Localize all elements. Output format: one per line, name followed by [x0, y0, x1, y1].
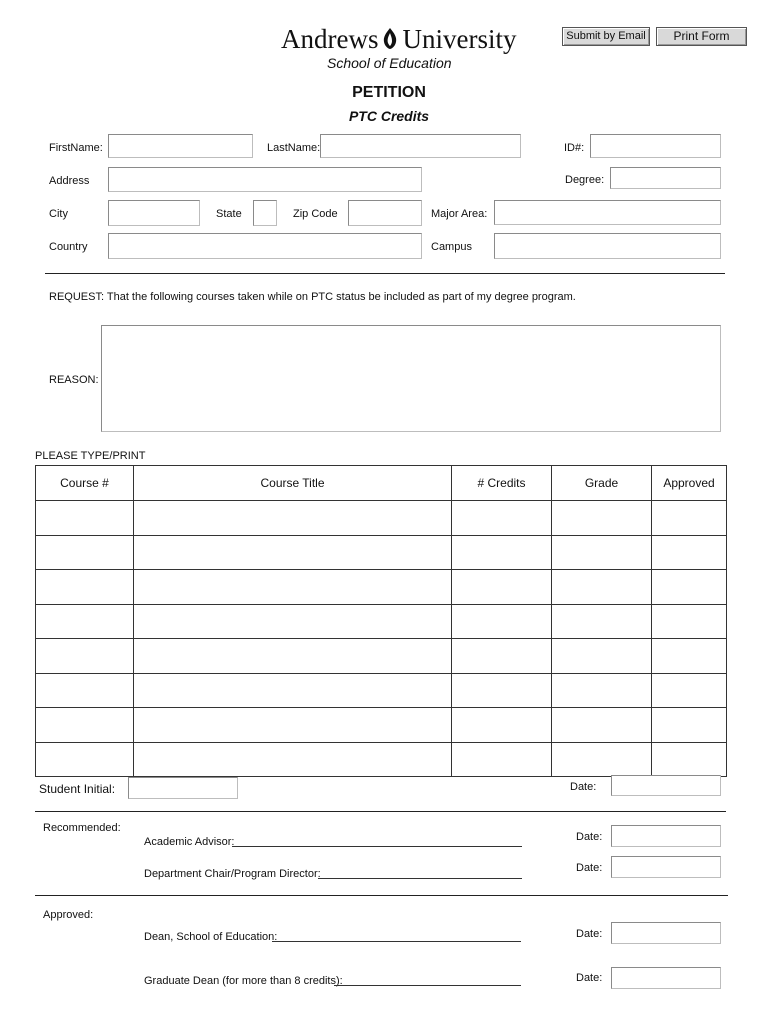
degree-field[interactable] [610, 167, 721, 189]
reason-label: REASON: [49, 374, 99, 386]
grade-cell[interactable] [552, 501, 652, 536]
last-name-field[interactable] [320, 134, 521, 158]
course-title-cell[interactable] [134, 570, 452, 605]
submit-by-email-button[interactable]: Submit by Email [562, 27, 650, 46]
university-logo [281, 24, 516, 57]
course-number-cell[interactable] [36, 535, 134, 570]
course-number-cell[interactable] [36, 708, 134, 743]
table-header-row [36, 466, 727, 501]
graduate-dean-label: Graduate Dean (for more than 8 credits): [144, 975, 343, 987]
column-header-course-number: Course # [36, 466, 134, 501]
course-number-cell[interactable] [36, 604, 134, 639]
divider-recommended [35, 811, 726, 812]
city-label: City [49, 208, 68, 220]
advisor-date-label: Date: [576, 831, 603, 843]
degree-label: Degree: [565, 174, 605, 186]
dean-signature-line [272, 941, 521, 942]
address-field[interactable] [108, 167, 422, 192]
logo-text-andrews: Andrews [281, 24, 379, 54]
approved-cell[interactable] [652, 501, 727, 536]
table-row [36, 639, 727, 674]
grade-cell[interactable] [552, 639, 652, 674]
student-initial-label: Student Initial: [39, 782, 116, 796]
table-row [36, 501, 727, 536]
state-field[interactable] [253, 200, 277, 226]
table-row [36, 673, 727, 708]
print-form-button[interactable]: Print Form [656, 27, 747, 46]
credits-cell[interactable] [452, 742, 552, 777]
column-header-approved: Approved [652, 466, 727, 501]
course-title-cell[interactable] [134, 708, 452, 743]
page-subtitle: PTC Credits [348, 108, 430, 124]
credits-cell[interactable] [452, 535, 552, 570]
course-title-cell[interactable] [134, 742, 452, 777]
dean-label: Dean, School of Education: [144, 931, 278, 943]
id-label: ID#: [564, 142, 585, 154]
column-header-grade: Grade [552, 466, 652, 501]
address-label: Address [49, 175, 90, 187]
first-name-field[interactable] [108, 134, 253, 158]
department-chair-label: Department Chair/Program Director: [144, 868, 321, 880]
course-number-cell[interactable] [36, 673, 134, 708]
approved-cell[interactable] [652, 604, 727, 639]
approved-cell[interactable] [652, 570, 727, 605]
graduate-dean-signature-line [334, 985, 521, 986]
credits-cell[interactable] [452, 501, 552, 536]
last-name-label: LastName: [267, 142, 321, 154]
request-text: REQUEST: That the following courses taken while on PTC status be included as part of my degree program. [49, 291, 576, 303]
table-caption: PLEASE TYPE/PRINT [35, 450, 146, 462]
course-number-cell[interactable] [36, 501, 134, 536]
first-name-label: FirstName: [49, 142, 103, 154]
department-chair-signature-line [318, 878, 522, 879]
course-number-cell[interactable] [36, 570, 134, 605]
course-title-cell[interactable] [134, 535, 452, 570]
advisor-date-field[interactable] [611, 825, 721, 847]
grade-cell[interactable] [552, 742, 652, 777]
city-field[interactable] [108, 200, 200, 226]
major-area-label: Major Area: [431, 208, 488, 220]
grade-cell[interactable] [552, 604, 652, 639]
grade-cell[interactable] [552, 570, 652, 605]
logo-text-university: University [402, 24, 517, 54]
id-field[interactable] [590, 134, 721, 158]
recommended-heading: Recommended: [43, 822, 121, 834]
academic-advisor-label: Academic Advisor: [144, 836, 235, 848]
course-title-cell[interactable] [134, 604, 452, 639]
approved-cell[interactable] [652, 708, 727, 743]
column-header-credits: # Credits [452, 466, 552, 501]
approved-cell[interactable] [652, 673, 727, 708]
course-number-cell[interactable] [36, 742, 134, 777]
academic-advisor-signature-line [232, 846, 522, 847]
state-label: State [216, 208, 242, 220]
student-date-label: Date: [570, 781, 597, 793]
approved-cell[interactable] [652, 639, 727, 674]
chair-date-field[interactable] [611, 856, 721, 878]
table-row [36, 570, 727, 605]
credits-cell[interactable] [452, 570, 552, 605]
course-number-cell[interactable] [36, 639, 134, 674]
course-title-cell[interactable] [134, 501, 452, 536]
zip-code-field[interactable] [348, 200, 422, 226]
divider-approved [35, 895, 728, 896]
courses-table [35, 465, 727, 777]
table-row [36, 708, 727, 743]
zip-code-label: Zip Code [293, 208, 338, 220]
country-label: Country [49, 241, 88, 253]
credits-cell[interactable] [452, 604, 552, 639]
campus-field[interactable] [494, 233, 721, 259]
grade-cell[interactable] [552, 535, 652, 570]
section-divider [45, 273, 725, 274]
table-row [36, 535, 727, 570]
grade-cell[interactable] [552, 673, 652, 708]
flame-logo-icon [380, 27, 400, 57]
approved-heading: Approved: [43, 909, 94, 921]
page-title: PETITION [352, 84, 426, 101]
student-initial-field[interactable] [128, 777, 238, 799]
graduate-dean-date-field[interactable] [611, 967, 721, 989]
student-date-field[interactable] [611, 775, 721, 796]
course-title-cell[interactable] [134, 639, 452, 674]
credits-cell[interactable] [452, 708, 552, 743]
country-field[interactable] [108, 233, 422, 259]
dean-date-label: Date: [576, 928, 603, 940]
table-row [36, 604, 727, 639]
grade-cell[interactable] [552, 708, 652, 743]
campus-label: Campus [431, 241, 472, 253]
column-header-course-title: Course Title [134, 466, 452, 501]
reason-textarea[interactable] [101, 325, 721, 432]
approved-cell[interactable] [652, 535, 727, 570]
credits-cell[interactable] [452, 639, 552, 674]
major-area-field[interactable] [494, 200, 721, 225]
dean-date-field[interactable] [611, 922, 721, 944]
approved-cell[interactable] [652, 742, 727, 777]
credits-cell[interactable] [452, 673, 552, 708]
table-row [36, 742, 727, 777]
school-name: School of Education [327, 55, 452, 71]
course-title-cell[interactable] [134, 673, 452, 708]
chair-date-label: Date: [576, 862, 603, 874]
graduate-dean-date-label: Date: [576, 972, 603, 984]
